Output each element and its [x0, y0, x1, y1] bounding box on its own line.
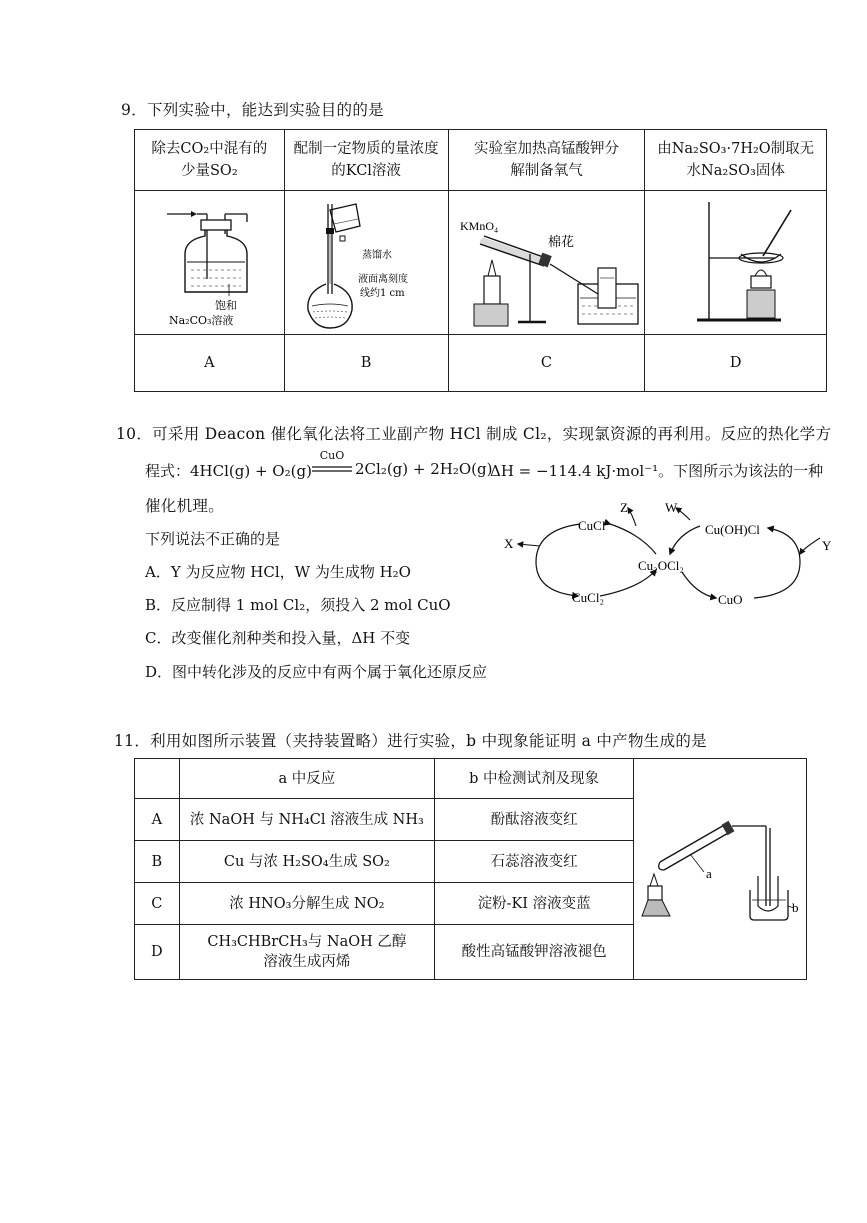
q11-row-label: D	[135, 925, 180, 980]
q11-row-reaction: Cu 与浓 H₂SO₄生成 SO₂	[179, 841, 434, 883]
svg-text:线约1 cm: 线约1 cm	[360, 287, 405, 299]
svg-text:液面离刻度: 液面离刻度	[358, 273, 409, 285]
q11-row-test: 酸性高锰酸钾溶液褪色	[435, 925, 634, 980]
q11-row-test: 石蕊溶液变红	[435, 841, 634, 883]
q11-row-label: C	[135, 883, 180, 925]
q9-header-d: 由Na₂SO₃·7H₂O制取无水Na₂SO₃固体	[645, 130, 827, 191]
evaporating-dish-figure	[651, 194, 821, 332]
label-x: X	[504, 536, 514, 551]
q9-table	[134, 129, 827, 392]
q11-header-reaction: a 中反应	[179, 759, 434, 799]
volumetric-flask-figure	[286, 194, 446, 332]
equation-catalyst: CuO	[319, 449, 345, 462]
svg-text:KMnO₄: KMnO₄	[460, 218, 499, 233]
q11-row-reaction: CH₃CHBrCH₃与 NaOH 乙醇溶液生成丙烯	[179, 925, 434, 980]
label-a: a	[706, 866, 712, 881]
label-w: W	[665, 500, 678, 515]
q11-row-test: 酚酞溶液变红	[435, 799, 634, 841]
equation-products: 2Cl₂(g) + 2H₂O(g)	[355, 460, 493, 478]
q9-label-d: D	[645, 335, 827, 392]
label-y: Y	[822, 538, 832, 553]
node-cucl: CuCl	[578, 518, 606, 533]
svg-text:棉花: 棉花	[548, 234, 575, 250]
q10-option-a: A．Y 为反应物 HCl，W 为生成物 H₂O	[145, 563, 411, 581]
q11-row-reaction: 浓 HNO₃分解生成 NO₂	[179, 883, 434, 925]
equation-enthalpy: ΔH = −114.4 kJ·mol⁻¹。下图所示为该法的一种	[490, 462, 824, 480]
node-cucl2: CuCl₂	[572, 590, 604, 605]
node-cu2ocl2: Cu₂OCl₂	[638, 558, 684, 573]
catalytic-mechanism-diagram	[500, 498, 835, 614]
q11-title: 11．利用如图所示装置（夹持装置略）进行实验，b 中现象能证明 a 中产物生成的是	[114, 732, 707, 750]
equilibrium-double-line	[312, 466, 352, 474]
q9-figure-d	[645, 191, 827, 335]
test-tube-apparatus	[640, 766, 800, 966]
q9-header-b: 配制一定物质的量浓度的KCl溶液	[284, 130, 448, 191]
q9-label-a: A	[135, 335, 285, 392]
q11-apparatus-figure	[634, 759, 807, 980]
q11-header-test: b 中检测试剂及现象	[435, 759, 634, 799]
q11-header-blank	[135, 759, 180, 799]
q10-option-d: D．图中转化涉及的反应中有两个属于氧化还原反应	[145, 663, 488, 681]
q9-figure-a	[135, 191, 285, 335]
node-cuo: CuO	[718, 592, 743, 607]
svg-text:饱和: 饱和	[215, 298, 238, 312]
q9-figure-b	[284, 191, 448, 335]
q11-row-reaction: 浓 NaOH 与 NH₄Cl 溶液生成 NH₃	[179, 799, 434, 841]
gas-washing-bottle-figure	[139, 194, 279, 332]
equation-reactants: 程式：4HCl(g) + O₂(g)	[145, 462, 312, 480]
q9-figure-c	[448, 191, 645, 335]
kmno4-heating-figure	[450, 194, 642, 332]
q10-option-c: C．改变催化剂种类和投入量，ΔH 不变	[145, 629, 411, 647]
q9-header-c: 实验室加热高锰酸钾分解制备氧气	[448, 130, 645, 191]
q9-header-a: 除去CO₂中混有的少量SO₂	[135, 130, 285, 191]
q10-stem-line1: 10．可采用 Deacon 催化氧化法将工业副产物 HCl 制成 Cl₂，实现氯资源的再利用。反应的热化学方	[116, 425, 832, 443]
q11-table	[134, 758, 807, 980]
svg-text:蒸馏水: 蒸馏水	[362, 249, 393, 261]
q9-label-c: C	[448, 335, 645, 392]
q9-title: 9．下列实验中，能达到实验目的的是	[121, 101, 384, 119]
node-cuohcl: Cu(OH)Cl	[705, 522, 760, 537]
q10-option-b: B．反应制得 1 mol Cl₂，须投入 2 mol CuO	[145, 596, 451, 614]
label-z: Z	[620, 500, 628, 515]
q11-row-test: 淀粉-KI 溶液变蓝	[435, 883, 634, 925]
q10-stem-line3: 催化机理。	[145, 497, 225, 515]
q11-row-label: A	[135, 799, 180, 841]
label-b: b	[792, 900, 799, 915]
svg-text:Na₂CO₃溶液: Na₂CO₃溶液	[169, 313, 234, 327]
q10-prompt: 下列说法不正确的是	[145, 530, 281, 548]
q10-equation	[145, 449, 845, 484]
q11-row-label: B	[135, 841, 180, 883]
q9-label-b: B	[284, 335, 448, 392]
